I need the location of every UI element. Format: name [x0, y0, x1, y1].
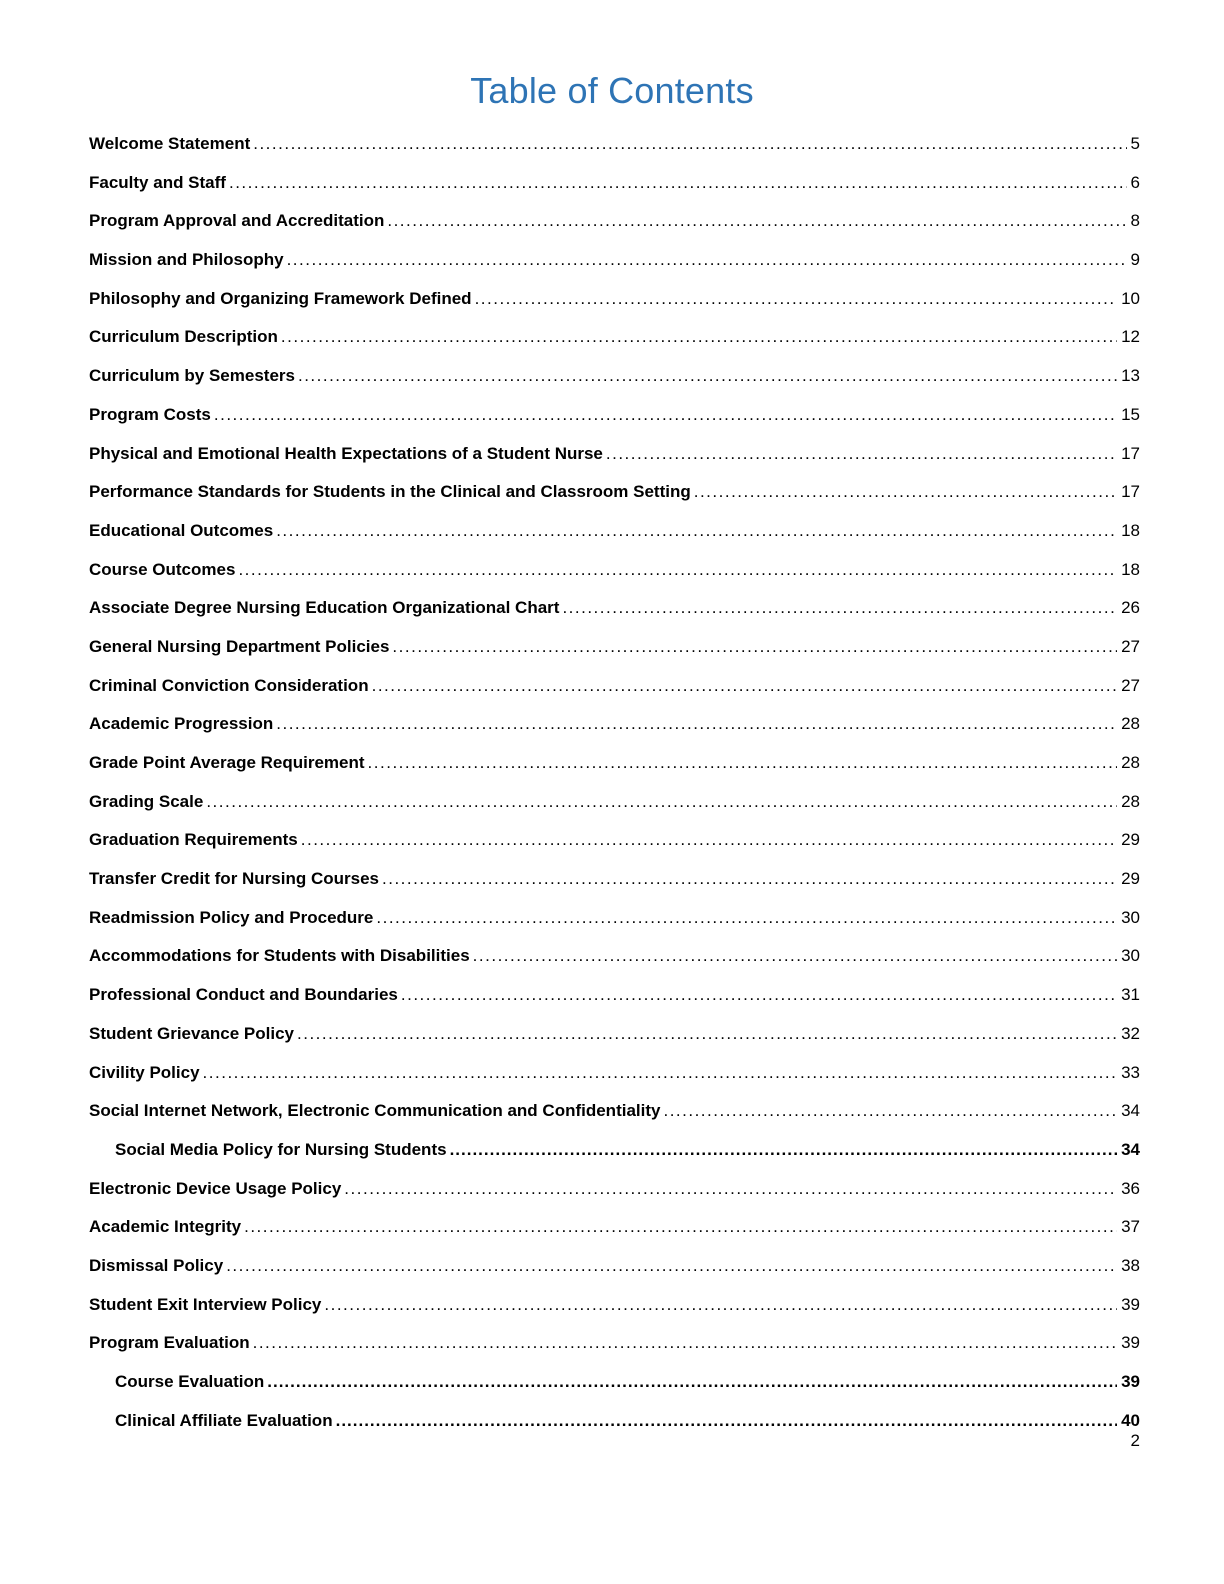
toc-entry-label: Mission and Philosophy	[89, 250, 284, 270]
toc-dot-leader	[606, 435, 1117, 474]
toc-dot-leader	[344, 1170, 1117, 1209]
toc-dot-leader	[206, 783, 1117, 822]
toc-dot-leader	[276, 705, 1117, 744]
toc-dot-leader	[475, 280, 1118, 319]
toc-entry[interactable]	[89, 1324, 1140, 1363]
toc-entry[interactable]	[89, 318, 1140, 357]
toc-dot-leader	[562, 589, 1117, 628]
toc-entry-page-number: 10	[1121, 288, 1140, 308]
toc-entry[interactable]	[89, 1054, 1140, 1093]
toc-entry-page-number: 38	[1121, 1255, 1140, 1275]
toc-entry[interactable]	[89, 125, 1140, 164]
toc-entry[interactable]	[89, 705, 1140, 744]
toc-dot-leader	[267, 1363, 1117, 1402]
toc-dot-leader	[226, 1247, 1117, 1286]
toc-dot-leader	[301, 821, 1117, 860]
toc-entry-label: Philosophy and Organizing Framework Defined	[89, 288, 472, 308]
toc-entry-label: Accommodations for Students with Disabilities	[89, 946, 470, 966]
toc-dot-leader	[387, 202, 1126, 241]
toc-entry-page-number: 30	[1121, 907, 1140, 927]
toc-entry-label: Readmission Policy and Procedure	[89, 907, 374, 927]
toc-subentry[interactable]	[89, 1402, 1140, 1441]
toc-entry[interactable]	[89, 241, 1140, 280]
toc-entry[interactable]	[89, 1092, 1140, 1131]
toc-dot-leader	[663, 1092, 1117, 1131]
toc-dot-leader	[450, 1131, 1118, 1170]
toc-entry-page-number: 28	[1121, 753, 1140, 772]
toc-entry-label: Course Evaluation	[115, 1372, 265, 1391]
toc-entry-page-number: 17	[1121, 482, 1140, 502]
toc-dot-leader	[694, 473, 1117, 512]
toc-entry-page-number: 26	[1121, 598, 1140, 618]
toc-entry[interactable]	[89, 1208, 1140, 1247]
toc-entry-page-number: 8	[1130, 211, 1140, 231]
toc-entry-page-number: 33	[1121, 1062, 1140, 1082]
toc-entry-page-number: 32	[1121, 1023, 1140, 1043]
toc-entry[interactable]	[89, 899, 1140, 938]
toc-dot-leader	[372, 667, 1117, 706]
toc-entry-page-number: 34	[1121, 1101, 1140, 1121]
toc-entry-page-number: 12	[1121, 327, 1140, 347]
toc-entry-page-number: 13	[1121, 366, 1140, 386]
toc-dot-leader	[203, 1054, 1118, 1093]
toc-entry[interactable]	[89, 783, 1140, 822]
toc-entry-label: Program Costs	[89, 404, 211, 424]
toc-entry-page-number: 31	[1121, 985, 1140, 1005]
toc-entry-label: General Nursing Department Policies	[89, 636, 390, 656]
toc-entry[interactable]	[89, 667, 1140, 706]
toc-entry-label: Program Approval and Accreditation	[89, 211, 385, 231]
toc-entry-page-number: 37	[1121, 1217, 1140, 1237]
toc-entry-label: Electronic Device Usage Policy	[89, 1178, 342, 1198]
toc-entry-page-number: 5	[1130, 134, 1140, 153]
toc-entry-label: Graduation Requirements	[89, 830, 298, 850]
toc-entry-label: Dismissal Policy	[89, 1255, 224, 1275]
toc-entry-label: Social Media Policy for Nursing Students	[115, 1139, 447, 1159]
toc-entry-label: Educational Outcomes	[89, 520, 274, 540]
toc-entry-page-number: 29	[1121, 869, 1140, 889]
toc-entry[interactable]	[89, 1286, 1140, 1325]
toc-entry-label: Student Grievance Policy	[89, 1023, 295, 1043]
toc-dot-leader	[297, 1015, 1117, 1054]
toc-dot-leader	[382, 860, 1117, 899]
toc-entry-label: Student Exit Interview Policy	[89, 1294, 322, 1314]
toc-entry-page-number: 29	[1121, 830, 1140, 850]
toc-dot-leader	[253, 125, 1126, 164]
toc-entry-page-number: 39	[1121, 1372, 1140, 1391]
toc-entry-page-number: 34	[1121, 1139, 1140, 1159]
toc-entry-page-number: 36	[1121, 1178, 1140, 1198]
toc-entry-page-number: 15	[1121, 404, 1140, 424]
toc-entry-label: Welcome Statement	[89, 134, 251, 153]
toc-dot-leader	[287, 241, 1127, 280]
toc-entry-label: Clinical Affiliate Evaluation	[115, 1410, 333, 1430]
toc-entry-label: Civility Policy	[89, 1062, 200, 1082]
toc-entry-label: Transfer Credit for Nursing Courses	[89, 869, 380, 889]
toc-dot-leader	[276, 512, 1117, 551]
toc-entry[interactable]	[89, 396, 1140, 435]
toc-dot-leader	[392, 628, 1117, 667]
toc-entry-label: Curriculum by Semesters	[89, 366, 295, 386]
toc-entry-page-number: 28	[1121, 714, 1140, 734]
toc-entry-page-number: 18	[1121, 520, 1140, 540]
toc-entry-page-number: 28	[1121, 791, 1140, 811]
toc-entry-page-number: 39	[1121, 1333, 1140, 1353]
toc-dot-leader	[238, 551, 1117, 590]
toc-entry-page-number: 40	[1121, 1410, 1140, 1430]
toc-entry-label: Academic Integrity	[89, 1217, 242, 1237]
toc-entry[interactable]	[89, 280, 1140, 319]
toc-entry[interactable]	[89, 860, 1140, 899]
toc-entry-label: Performance Standards for Students in the Clinical and Classroom Setting	[89, 482, 691, 502]
toc-entry-page-number: 6	[1130, 172, 1140, 192]
toc-entry[interactable]	[89, 744, 1140, 783]
toc-entry[interactable]	[89, 1170, 1140, 1209]
toc-subentry[interactable]	[89, 1131, 1140, 1170]
toc-entry-page-number: 27	[1121, 675, 1140, 695]
toc-dot-leader	[473, 937, 1117, 976]
toc-dot-leader	[324, 1286, 1117, 1325]
toc-entry[interactable]	[89, 1247, 1140, 1286]
toc-entry[interactable]	[89, 164, 1140, 203]
toc-entry-page-number: 39	[1121, 1294, 1140, 1314]
toc-entry-label: Course Outcomes	[89, 559, 236, 579]
toc-entry[interactable]	[89, 589, 1140, 628]
toc-entry-page-number: 30	[1121, 946, 1140, 966]
toc-entry-label: Academic Progression	[89, 714, 274, 734]
toc-entry[interactable]	[89, 512, 1140, 551]
toc-dot-leader	[253, 1324, 1117, 1363]
toc-entry[interactable]	[89, 821, 1140, 860]
toc-entry[interactable]	[89, 551, 1140, 590]
toc-entry-page-number: 17	[1121, 443, 1140, 463]
page-title: Table of Contents	[470, 70, 754, 111]
toc-dot-leader	[376, 899, 1117, 938]
toc-entry[interactable]	[89, 937, 1140, 976]
toc-dot-leader	[368, 744, 1118, 783]
page-number: 2	[1130, 1431, 1140, 1450]
toc-entry[interactable]	[89, 473, 1140, 512]
toc-entry-label: Criminal Conviction Consideration	[89, 675, 369, 695]
toc-entry-label: Grade Point Average Requirement	[89, 753, 365, 772]
toc-dot-leader	[401, 976, 1117, 1015]
toc-entry-page-number: 18	[1121, 559, 1140, 579]
toc-dot-leader	[336, 1402, 1117, 1441]
toc-entry-page-number: 27	[1121, 636, 1140, 656]
toc-entry[interactable]	[89, 202, 1140, 241]
toc-entry-label: Social Internet Network, Electronic Communication and Confidentiality	[89, 1101, 661, 1121]
toc-entry[interactable]	[89, 976, 1140, 1015]
toc-dot-leader	[281, 318, 1117, 357]
toc-subentry[interactable]	[89, 1363, 1140, 1402]
toc-entry-label: Associate Degree Nursing Education Organizational Chart	[89, 598, 560, 618]
toc-entry[interactable]	[89, 628, 1140, 667]
toc-entry-label: Program Evaluation	[89, 1333, 250, 1353]
toc-dot-leader	[229, 164, 1127, 203]
table-of-contents	[89, 125, 1140, 1440]
toc-dot-leader	[244, 1208, 1117, 1247]
toc-dot-leader	[214, 396, 1117, 435]
toc-entry-label: Curriculum Description	[89, 327, 278, 347]
toc-entry-label: Faculty and Staff	[89, 172, 226, 192]
toc-entry[interactable]	[89, 435, 1140, 474]
toc-entry-page-number: 9	[1130, 250, 1140, 270]
toc-entry[interactable]	[89, 357, 1140, 396]
toc-entry-label: Grading Scale	[89, 791, 204, 811]
toc-entry[interactable]	[89, 1015, 1140, 1054]
toc-entry-label: Physical and Emotional Health Expectations of a Student Nurse	[89, 443, 603, 463]
toc-entry-label: Professional Conduct and Boundaries	[89, 985, 398, 1005]
toc-dot-leader	[298, 357, 1117, 396]
